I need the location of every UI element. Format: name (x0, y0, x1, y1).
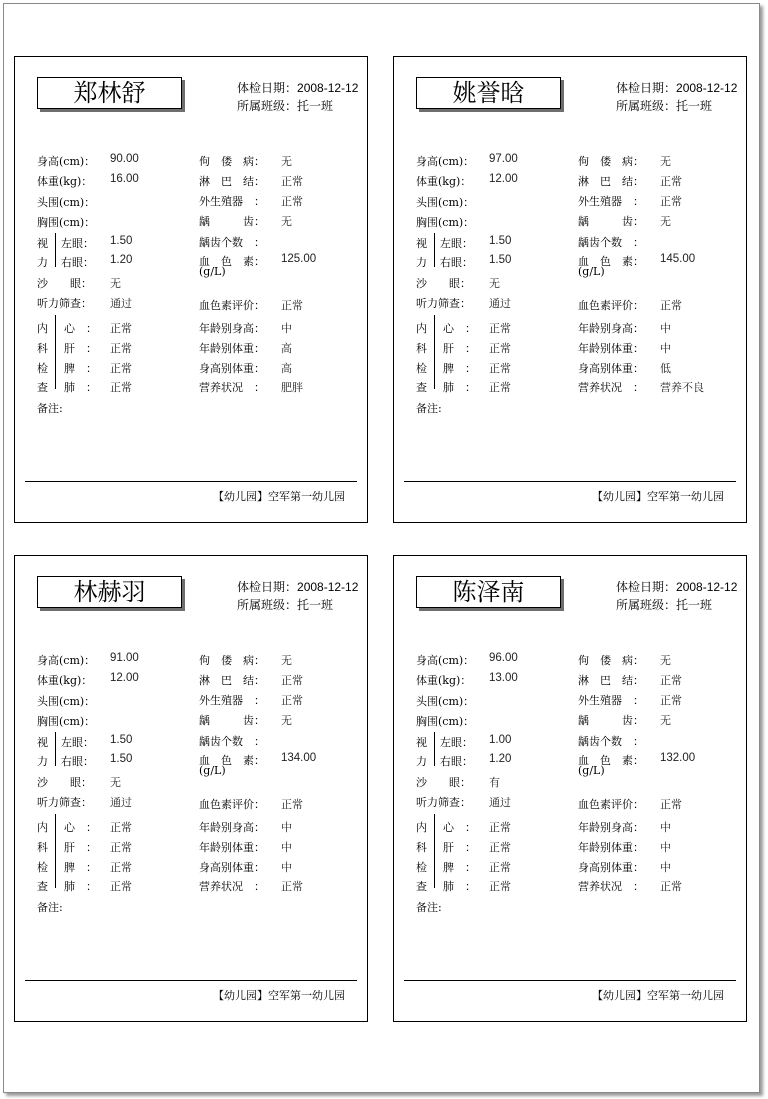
exam-date-line (616, 79, 737, 96)
nutrition-value: 正常 (660, 880, 682, 893)
nutrition-value: 正常 (281, 880, 303, 893)
hemoglobin-label: 血 色 素： (199, 255, 265, 268)
class-line (237, 97, 333, 114)
liver-value: 正常 (110, 342, 132, 355)
genital-label: 外生殖器 ： (578, 195, 644, 208)
hemoglobin-label: 血 色 素： (199, 754, 265, 767)
kindergarten-footer: 【幼儿园】空军第一幼儿园 (213, 490, 345, 503)
height-value: 90.00 (110, 153, 139, 165)
height-weight-value: 中 (281, 861, 292, 874)
right-eye-label: 右眼： (61, 755, 94, 768)
caries-value: 无 (281, 714, 292, 727)
hb-eval-value: 正常 (660, 798, 682, 811)
class-value: 托一班 (676, 99, 713, 113)
exam-date-line (616, 578, 737, 595)
caries-value: 无 (660, 215, 671, 228)
medical-label-1: 内 (416, 322, 427, 335)
footer-divider (404, 980, 736, 981)
exam-date-value: 2008-12-12 (676, 81, 738, 95)
exam-date-line (237, 578, 358, 595)
class-value: 托一班 (297, 99, 334, 113)
notes-label: 备注: (37, 402, 63, 415)
age-weight-label: 年龄别体重： (199, 342, 265, 355)
exam-date-value: 2008-12-12 (676, 580, 738, 594)
liver-label: 肝 ： (64, 342, 97, 355)
lymph-label: 淋 巴 结： (199, 175, 265, 188)
hb-eval-value: 正常 (281, 299, 303, 312)
weight-label: 体重(kg)： (416, 175, 472, 188)
liver-value: 正常 (110, 841, 132, 854)
age-weight-label: 年龄别体重： (199, 841, 265, 854)
heart-value: 正常 (110, 322, 132, 335)
lung-value: 正常 (110, 880, 132, 893)
medical-label-3: 检 (416, 362, 427, 375)
rickets-label: 佝 偻 病： (578, 155, 644, 168)
liver-label: 肝 ： (64, 841, 97, 854)
age-height-value: 中 (281, 821, 292, 834)
rickets-label: 佝 偻 病： (199, 155, 265, 168)
child-name: 林赫羽 (37, 576, 182, 608)
left-eye-value: 1.50 (110, 235, 133, 247)
lymph-label: 淋 巴 结： (578, 674, 644, 687)
height-weight-value: 中 (660, 861, 671, 874)
spleen-value: 正常 (110, 362, 132, 375)
vision-divider (434, 233, 435, 267)
medical-label-4: 查 (416, 381, 427, 394)
vision-label-1: 视 (37, 237, 48, 250)
age-height-label: 年龄别身高： (578, 322, 644, 335)
spleen-value: 正常 (110, 861, 132, 874)
medical-divider (434, 315, 435, 389)
age-height-label: 年龄别身高： (199, 322, 265, 335)
hemoglobin-value: 125.00 (281, 253, 317, 265)
nutrition-label: 营养状况 ： (199, 880, 265, 893)
right-eye-label: 右眼： (440, 755, 473, 768)
age-height-label: 年龄别身高： (578, 821, 644, 834)
chest-label: 胸围(cm)： (37, 216, 96, 229)
height-value: 91.00 (110, 652, 139, 664)
genital-value: 正常 (660, 694, 682, 707)
spleen-value: 正常 (489, 362, 511, 375)
height-value: 97.00 (489, 153, 518, 165)
hemoglobin-label: 血 色 素： (578, 754, 644, 767)
spleen-label: 脾 ： (64, 362, 97, 375)
child-name: 郑林舒 (37, 77, 182, 109)
lymph-label: 淋 巴 结： (199, 674, 265, 687)
notes-label: 备注: (37, 901, 63, 914)
medical-label-3: 检 (37, 362, 48, 375)
vision-label-2: 力 (37, 256, 48, 269)
medical-label-1: 内 (37, 821, 48, 834)
liver-value: 正常 (489, 342, 511, 355)
heart-value: 正常 (489, 322, 511, 335)
lung-label: 肺 ： (443, 880, 476, 893)
head-label: 头围(cm)： (416, 196, 475, 209)
notes-label: 备注: (416, 901, 442, 914)
trachoma-value: 有 (489, 776, 500, 789)
medical-label-3: 检 (416, 861, 427, 874)
medical-divider (434, 814, 435, 888)
hb-eval-label: 血色素评价： (199, 798, 265, 811)
chest-label: 胸围(cm)： (416, 216, 475, 229)
nutrition-value: 营养不良 (660, 381, 704, 394)
health-report-card (393, 555, 747, 1022)
footer-divider (404, 481, 736, 482)
class-line (237, 596, 333, 613)
caries-count-label: 龋齿个数 ： (199, 735, 265, 748)
exam-date-label: 体检日期： (616, 580, 677, 594)
kindergarten-footer: 【幼儿园】空军第一幼儿园 (213, 989, 345, 1002)
vision-label-1: 视 (416, 736, 427, 749)
genital-value: 正常 (281, 195, 303, 208)
genital-label: 外生殖器 ： (199, 195, 265, 208)
age-height-value: 中 (660, 821, 671, 834)
liver-value: 正常 (489, 841, 511, 854)
weight-value: 13.00 (489, 672, 518, 684)
medical-label-1: 内 (416, 821, 427, 834)
hemoglobin-value: 134.00 (281, 752, 317, 764)
genital-value: 正常 (660, 195, 682, 208)
weight-label: 体重(kg)： (37, 674, 93, 687)
head-label: 头围(cm)： (416, 695, 475, 708)
caries-count-label: 龋齿个数 ： (199, 236, 265, 249)
vision-divider (55, 732, 56, 766)
height-label: 身高(cm)： (37, 155, 96, 168)
lymph-value: 正常 (660, 674, 682, 687)
hearing-label: 听力筛查： (37, 796, 92, 809)
heart-value: 正常 (110, 821, 132, 834)
trachoma-label: 沙 眼： (416, 277, 471, 290)
vision-divider (55, 233, 56, 267)
medical-label-4: 查 (37, 880, 48, 893)
kindergarten-footer: 【幼儿园】空军第一幼儿园 (592, 490, 724, 503)
caries-label: 龋 齿： (578, 215, 644, 228)
heart-label: 心 ： (443, 821, 476, 834)
caries-count-label: 龋齿个数 ： (578, 236, 644, 249)
trachoma-label: 沙 眼： (37, 776, 92, 789)
rickets-value: 无 (281, 654, 292, 667)
weight-value: 12.00 (489, 173, 518, 185)
heart-value: 正常 (489, 821, 511, 834)
hemoglobin-label: 血 色 素： (578, 255, 644, 268)
weight-label: 体重(kg)： (37, 175, 93, 188)
hemoglobin-value: 132.00 (660, 752, 696, 764)
class-value: 托一班 (297, 598, 334, 612)
liver-label: 肝 ： (443, 342, 476, 355)
class-label: 所属班级： (237, 598, 298, 612)
medical-label-2: 科 (416, 342, 427, 355)
vision-divider (434, 732, 435, 766)
spleen-label: 脾 ： (443, 861, 476, 874)
rickets-value: 无 (281, 155, 292, 168)
right-eye-label: 右眼： (440, 256, 473, 269)
lung-value: 正常 (489, 381, 511, 394)
hemoglobin-unit: (g/L) (578, 764, 605, 777)
vision-label-2: 力 (416, 256, 427, 269)
age-weight-value: 中 (660, 342, 671, 355)
exam-date-label: 体检日期： (616, 81, 677, 95)
heart-label: 心 ： (443, 322, 476, 335)
left-eye-label: 左眼： (440, 237, 473, 250)
vision-label-1: 视 (416, 237, 427, 250)
height-weight-label: 身高别体重： (578, 861, 644, 874)
exam-date-line (237, 79, 358, 96)
trachoma-value: 无 (110, 776, 121, 789)
nutrition-label: 营养状况 ： (578, 381, 644, 394)
medical-label-2: 科 (37, 841, 48, 854)
hemoglobin-unit: (g/L) (199, 764, 226, 777)
exam-date-label: 体检日期： (237, 81, 298, 95)
right-eye-value: 1.20 (489, 753, 512, 765)
left-eye-value: 1.00 (489, 734, 512, 746)
chest-label: 胸围(cm)： (416, 715, 475, 728)
hb-eval-label: 血色素评价： (578, 798, 644, 811)
hearing-label: 听力筛查： (416, 796, 471, 809)
medical-label-1: 内 (37, 322, 48, 335)
weight-value: 12.00 (110, 672, 139, 684)
age-weight-value: 中 (281, 841, 292, 854)
hemoglobin-value: 145.00 (660, 253, 696, 265)
exam-date-value: 2008-12-12 (297, 580, 359, 594)
caries-value: 无 (660, 714, 671, 727)
rickets-value: 无 (660, 654, 671, 667)
height-weight-value: 低 (660, 362, 671, 375)
hemoglobin-unit: (g/L) (578, 265, 605, 278)
class-line (616, 596, 712, 613)
right-eye-label: 右眼： (61, 256, 94, 269)
right-eye-value: 1.20 (110, 254, 133, 266)
health-report-card (14, 56, 368, 523)
trachoma-value: 无 (110, 277, 121, 290)
class-value: 托一班 (676, 598, 713, 612)
genital-value: 正常 (281, 694, 303, 707)
height-weight-label: 身高别体重： (199, 861, 265, 874)
head-label: 头围(cm)： (37, 196, 96, 209)
height-label: 身高(cm)： (416, 155, 475, 168)
nutrition-value: 肥胖 (281, 381, 303, 394)
vision-label-2: 力 (416, 755, 427, 768)
liver-label: 肝 ： (443, 841, 476, 854)
hb-eval-label: 血色素评价： (578, 299, 644, 312)
child-name: 陈泽南 (416, 576, 561, 608)
lung-label: 肺 ： (64, 880, 97, 893)
caries-count-label: 龋齿个数 ： (578, 735, 644, 748)
right-eye-value: 1.50 (110, 753, 133, 765)
hearing-label: 听力筛查： (416, 297, 471, 310)
right-eye-value: 1.50 (489, 254, 512, 266)
left-eye-label: 左眼： (440, 736, 473, 749)
nutrition-label: 营养状况 ： (199, 381, 265, 394)
lung-label: 肺 ： (443, 381, 476, 394)
footer-divider (25, 980, 357, 981)
left-eye-label: 左眼： (61, 736, 94, 749)
class-label: 所属班级： (237, 99, 298, 113)
lymph-label: 淋 巴 结： (578, 175, 644, 188)
notes-label: 备注: (416, 402, 442, 415)
lymph-value: 正常 (281, 175, 303, 188)
hearing-value: 通过 (489, 796, 511, 809)
age-height-value: 中 (660, 322, 671, 335)
age-weight-value: 高 (281, 342, 292, 355)
lymph-value: 正常 (660, 175, 682, 188)
medical-divider (55, 814, 56, 888)
caries-label: 龋 齿： (199, 714, 265, 727)
footer-divider (25, 481, 357, 482)
left-eye-value: 1.50 (110, 734, 133, 746)
heart-label: 心 ： (64, 821, 97, 834)
height-weight-value: 高 (281, 362, 292, 375)
rickets-value: 无 (660, 155, 671, 168)
lymph-value: 正常 (281, 674, 303, 687)
hearing-value: 通过 (110, 297, 132, 310)
left-eye-value: 1.50 (489, 235, 512, 247)
medical-label-4: 查 (416, 880, 427, 893)
class-line (616, 97, 712, 114)
health-report-card (393, 56, 747, 523)
hb-eval-value: 正常 (281, 798, 303, 811)
hearing-value: 通过 (110, 796, 132, 809)
age-height-label: 年龄别身高： (199, 821, 265, 834)
rickets-label: 佝 偻 病： (578, 654, 644, 667)
trachoma-value: 无 (489, 277, 500, 290)
medical-label-2: 科 (416, 841, 427, 854)
spleen-label: 脾 ： (64, 861, 97, 874)
chest-label: 胸围(cm)： (37, 715, 96, 728)
height-weight-label: 身高别体重： (578, 362, 644, 375)
height-label: 身高(cm)： (37, 654, 96, 667)
vision-label-1: 视 (37, 736, 48, 749)
vision-label-2: 力 (37, 755, 48, 768)
hb-eval-value: 正常 (660, 299, 682, 312)
hearing-value: 通过 (489, 297, 511, 310)
spleen-label: 脾 ： (443, 362, 476, 375)
caries-value: 无 (281, 215, 292, 228)
height-label: 身高(cm)： (416, 654, 475, 667)
class-label: 所属班级： (616, 99, 677, 113)
caries-label: 龋 齿： (199, 215, 265, 228)
exam-date-label: 体检日期： (237, 580, 298, 594)
weight-label: 体重(kg)： (416, 674, 472, 687)
height-value: 96.00 (489, 652, 518, 664)
medical-label-2: 科 (37, 342, 48, 355)
trachoma-label: 沙 眼： (37, 277, 92, 290)
genital-label: 外生殖器 ： (578, 694, 644, 707)
spleen-value: 正常 (489, 861, 511, 874)
child-name: 姚誉晗 (416, 77, 561, 109)
nutrition-label: 营养状况 ： (578, 880, 644, 893)
lung-label: 肺 ： (64, 381, 97, 394)
height-weight-label: 身高别体重： (199, 362, 265, 375)
heart-label: 心 ： (64, 322, 97, 335)
class-label: 所属班级： (616, 598, 677, 612)
exam-date-value: 2008-12-12 (297, 81, 359, 95)
genital-label: 外生殖器 ： (199, 694, 265, 707)
rickets-label: 佝 偻 病： (199, 654, 265, 667)
age-height-value: 中 (281, 322, 292, 335)
weight-value: 16.00 (110, 173, 139, 185)
age-weight-label: 年龄别体重： (578, 841, 644, 854)
hemoglobin-unit: (g/L) (199, 265, 226, 278)
caries-label: 龋 齿： (578, 714, 644, 727)
left-eye-label: 左眼： (61, 237, 94, 250)
medical-label-4: 查 (37, 381, 48, 394)
trachoma-label: 沙 眼： (416, 776, 471, 789)
lung-value: 正常 (489, 880, 511, 893)
hb-eval-label: 血色素评价： (199, 299, 265, 312)
head-label: 头围(cm)： (37, 695, 96, 708)
hearing-label: 听力筛查： (37, 297, 92, 310)
age-weight-value: 中 (660, 841, 671, 854)
medical-divider (55, 315, 56, 389)
lung-value: 正常 (110, 381, 132, 394)
kindergarten-footer: 【幼儿园】空军第一幼儿园 (592, 989, 724, 1002)
medical-label-3: 检 (37, 861, 48, 874)
age-weight-label: 年龄别体重： (578, 342, 644, 355)
health-report-card (14, 555, 368, 1022)
